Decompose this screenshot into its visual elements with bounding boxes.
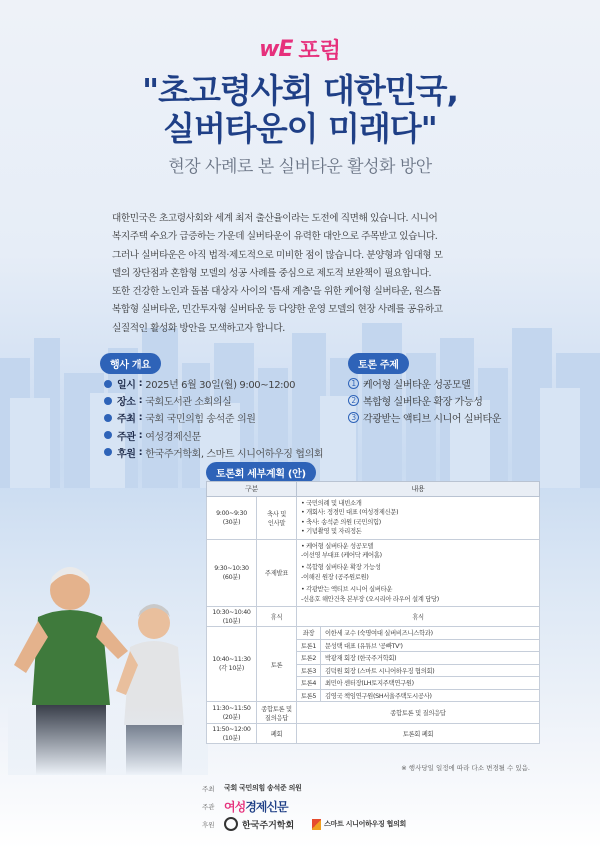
table-row <box>207 497 540 540</box>
overview-value: 여성경제신문 <box>145 431 201 443</box>
schedule-table <box>206 481 540 744</box>
circled-number-icon: 3 <box>348 412 359 423</box>
seniors-jogging-photo <box>8 555 208 775</box>
intro-line: 실질적인 활성화 방안을 모색하고자 합니다. <box>112 322 285 334</box>
content-cell: • 케어형 실버타운 성공모델 -이선영 부대표 (케어닥 케어홈) • 복합형 실버타운 확장 가능성 -이해진 원장 (공주원로원) • 각광받는 액티브 시니어 실버타운 -신용호 해안건축 본부장 (오시리아 라우어 설계 담당) <box>297 539 540 606</box>
content-cell: • 국민의례 및 내빈소개 • 개회사: 정경민 대표 (여성경제신문) • 축사: 송석준 의원 (국민의힘) • 기념촬영 및 자리정돈 <box>297 497 540 540</box>
role-cell: 토론5 <box>297 689 321 702</box>
overview-item: 일시 : 2025년 6월 30일(월) 9:00~12:00 <box>104 375 344 392</box>
overview-key: 장소 <box>117 397 136 409</box>
column-header: 내용 <box>297 482 540 497</box>
bullet-icon <box>104 448 112 456</box>
overview-key: 후원 <box>117 448 136 460</box>
intro-line: 또한 건강한 노인과 돌봄 대상자 사이의 '틈새 계층'을 위한 케어형 실버타운, 원스톱 <box>112 286 441 298</box>
topic-item <box>348 392 548 409</box>
type-cell: 축사 및 인사말 <box>257 497 297 540</box>
table-row <box>207 702 540 724</box>
intro-paragraph <box>112 210 490 338</box>
intro-line: 델의 장단점과 혼합형 모델의 성공 사례를 중심으로 제도적 보완책이 필요합니다. <box>112 267 432 279</box>
schedule-header-row <box>207 482 540 497</box>
bullet-icon <box>104 397 112 405</box>
page-subtitle: 현장 사례로 본 실버타운 활성화 방안 <box>168 157 432 177</box>
name-cell: 최민아 센터장(LH토지주택연구원) <box>321 677 540 690</box>
host-row <box>202 779 462 797</box>
smart-senior-logo-icon <box>312 819 321 830</box>
overview-key: 일시 <box>117 380 136 392</box>
sponsor-label: 후원 <box>202 820 215 829</box>
overview-key: 주관 <box>117 431 136 443</box>
topics-list <box>348 375 548 427</box>
time-cell: 11:50~12:00 (10분) <box>207 724 257 744</box>
sponsor-row <box>202 815 462 833</box>
table-row <box>207 539 540 606</box>
name-cell: 김영국 책임연구원(SH서울주택도시공사) <box>321 689 540 702</box>
topic-text: 각광받는 액티브 시니어 실버타운 <box>363 414 501 426</box>
name-cell: 박광재 회장 (한국주거학회) <box>321 652 540 665</box>
topics-heading: 토론 주제 <box>348 353 409 374</box>
content-cell: 휴식 <box>297 607 540 627</box>
circled-number-icon: 2 <box>348 395 359 406</box>
name-cell: 김덕원 회장 (스마트 시니어하우징 협의회) <box>321 664 540 677</box>
organizer-label: 주관 <box>202 802 215 811</box>
schedule-note: ※ 행사당일 일정에 따라 다소 변경될 수 있음. <box>401 764 530 772</box>
column-header: 구분 <box>207 482 297 497</box>
housing-society-emblem-icon <box>224 817 238 831</box>
time-cell: 10:40~11:30 (각 10분) <box>207 627 257 702</box>
host-label: 주최 <box>202 784 215 793</box>
overview-item: 주관 : 여성경제신문 <box>104 427 344 444</box>
overview-item: 후원 : 한국주거학회, 스마트 시니어하우징 협의회 <box>104 444 344 461</box>
topic-item <box>348 375 548 392</box>
role-cell: 토론1 <box>297 639 321 652</box>
role-cell: 토론2 <box>297 652 321 665</box>
title-line-1: "초고령사회 대한민국, <box>141 71 459 110</box>
overview-value: 국회 국민의힘 송석준 의원 <box>145 414 256 426</box>
overview-key: 주최 <box>117 414 136 426</box>
intro-line: 대한민국은 초고령사회와 세계 최저 출산율이라는 도전에 직면해 있습니다. 시니어 <box>112 213 438 224</box>
sponsor-1: 한국주거학회 <box>242 820 295 831</box>
overview-value: 2025년 6월 30일(월) 9:00~12:00 <box>145 380 296 392</box>
table-row <box>207 627 540 640</box>
topic-text: 복합형 실버타운 확장 가능성 <box>363 397 483 409</box>
footer-credits <box>202 779 462 833</box>
name-cell: 문성택 대표 (유튜브 '공빠TV') <box>321 639 540 652</box>
role-cell: 토론4 <box>297 677 321 690</box>
time-cell: 11:30~11:50 (20분) <box>207 702 257 724</box>
overview-heading: 행사 개요 <box>100 353 161 374</box>
time-cell: 9:30~10:30 (60분) <box>207 539 257 606</box>
schedule-heading: 토론회 세부계획 (안) <box>206 462 316 483</box>
intro-line: 복합형 실버타운, 민간투자형 실버타운 등 다양한 운영 모델의 현장 사례를 공유하고 <box>112 304 443 316</box>
role-cell: 토론3 <box>297 664 321 677</box>
logo-forum-text: 포럼 <box>298 39 341 64</box>
organizer-row <box>202 797 462 815</box>
bullet-icon <box>104 431 112 439</box>
sponsor-2: 스마트 시니어하우징 협의회 <box>324 820 406 828</box>
intro-line: 복지주택 수요가 급증하는 가운데 실버타운이 유력한 대안으로 주목받고 있습니다. <box>112 231 438 243</box>
table-row <box>207 607 540 627</box>
topic-text: 케어형 실버타운 성공모델 <box>363 380 471 392</box>
logo-we-mark: wE <box>259 37 293 62</box>
type-cell: 주제발표 <box>257 539 297 606</box>
organizer-logo: 여성경제신문 <box>224 799 288 814</box>
page-title <box>0 72 600 148</box>
time-cell: 10:30~10:40 (10분) <box>207 607 257 627</box>
type-cell: 토론 <box>257 627 297 702</box>
bullet-icon <box>104 380 112 388</box>
overview-item: 주최 : 국회 국민의힘 송석준 의원 <box>104 409 344 426</box>
circled-number-icon: 1 <box>348 378 359 389</box>
overview-value: 한국주거학회, 스마트 시니어하우징 협의회 <box>145 448 324 460</box>
intro-line: 그러나 실버타운은 아직 법적·제도적으로 미비한 점이 많습니다. 분양형과 임대형 모 <box>112 249 443 261</box>
overview-value: 국회도서관 소회의실 <box>145 397 232 409</box>
bullet-icon <box>104 414 112 422</box>
content-cell: 종합토론 및 질의응답 <box>297 702 540 724</box>
name-cell: 이한세 교수 (숙명여대 실버비즈니스학과) <box>321 627 540 640</box>
type-cell: 폐회 <box>257 724 297 744</box>
content-cell: 토론회 폐회 <box>297 724 540 744</box>
title-line-2: 실버타운이 미래다" <box>163 109 437 148</box>
role-cell: 좌장 <box>297 627 321 640</box>
overview-item: 장소 : 국회도서관 소회의실 <box>104 392 344 409</box>
forum-logo <box>0 34 600 65</box>
time-cell: 9:00~9:30 (30분) <box>207 497 257 540</box>
type-cell: 종합토론 및 질의응답 <box>257 702 297 724</box>
overview-list <box>104 375 344 461</box>
type-cell: 휴식 <box>257 607 297 627</box>
host-name: 국회 국민의힘 송석준 의원 <box>224 784 302 792</box>
topic-item <box>348 409 548 426</box>
table-row <box>207 724 540 744</box>
